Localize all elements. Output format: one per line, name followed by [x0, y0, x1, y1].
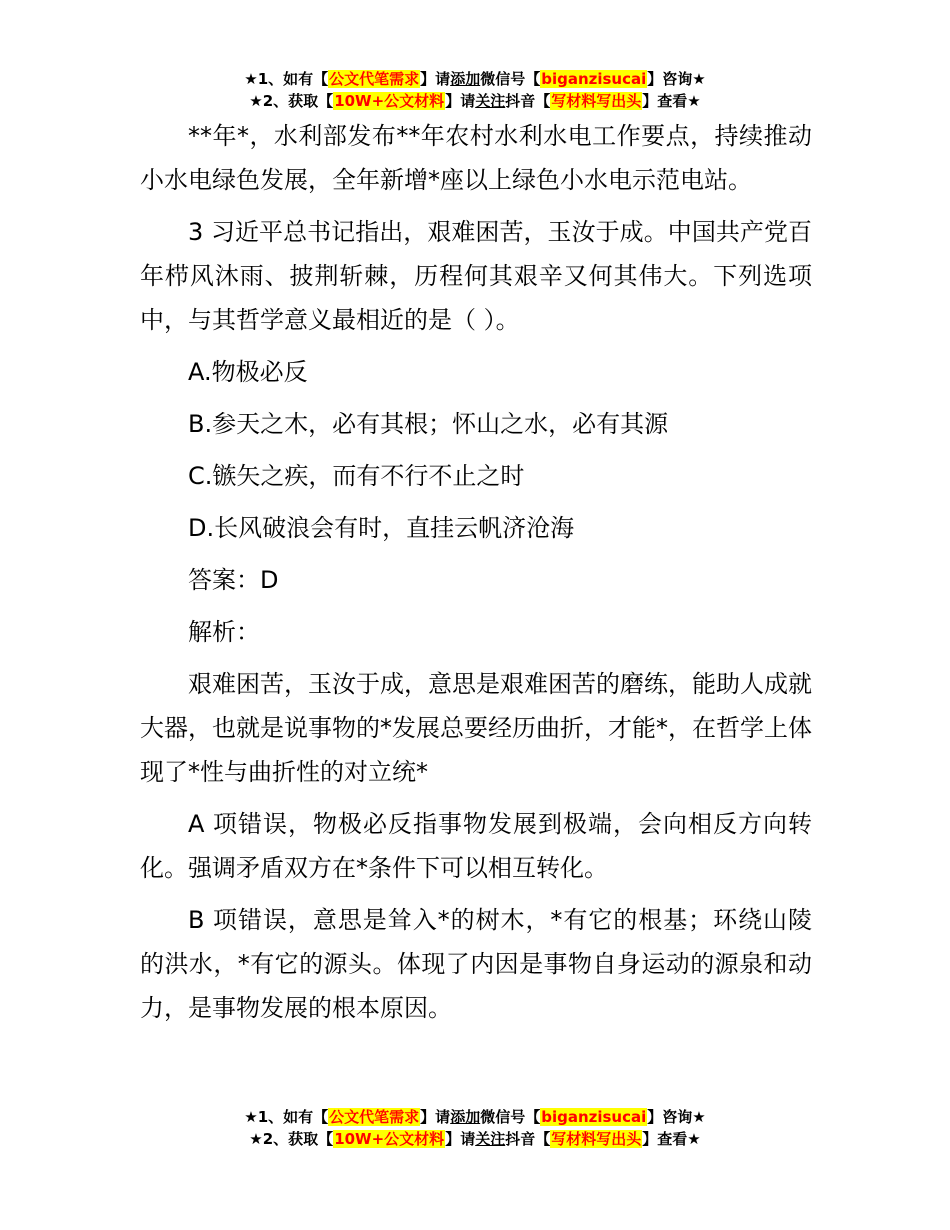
header-line-2-suffix: 】查看★: [642, 92, 701, 110]
analysis-option-a: A 项错误，物极必反指事物发展到极端，会向相反方向转化。强调矛盾双方在*条件下可以相互转化。: [140, 810, 812, 882]
option-d: D.长风破浪会有时，直挂云帆济沧海: [188, 514, 575, 542]
footer-service-highlight: 公文代笔需求: [329, 1108, 420, 1126]
header-line-1: [0, 68, 950, 90]
materials-highlight: 10W+公文材料: [334, 92, 445, 110]
footer-add-link[interactable]: 添加: [450, 1108, 481, 1126]
douyin-account-highlight: 写材料写出头: [551, 92, 642, 110]
header-line-1-suffix: 】咨询★: [647, 70, 706, 88]
header-line-2: [0, 90, 950, 112]
header-line-2-mid2: 抖音【: [505, 92, 551, 110]
header-line-2-mid: 】请: [445, 92, 476, 110]
question-stem: 3 习近平总书记指出，艰难困苦，玉汝于成。中国共产党百年栉风沐雨、披荆斩棘，历程何其艰辛又何其伟大。下列选项中，与其哲学意义最相近的是（ ）。: [140, 218, 812, 334]
header-line-1-prefix: ★1、如有【: [244, 70, 329, 88]
footer-line-2: [0, 1128, 950, 1150]
header-banner: [0, 68, 950, 112]
wechat-id-highlight: biganzisucai: [541, 70, 647, 88]
footer-line-2-mid2: 抖音【: [505, 1130, 551, 1148]
footer-materials-highlight: 10W+公文材料: [334, 1130, 445, 1148]
option-b: B.参天之木，必有其根；怀山之水，必有其源: [188, 410, 669, 438]
footer-line-2-suffix: 】查看★: [642, 1130, 701, 1148]
document-body: [140, 114, 812, 1038]
service-highlight: 公文代笔需求: [329, 70, 420, 88]
analysis-option-b: B 项错误，意思是耸入*的树木，*有它的根基；环绕山陵的洪水，*有它的源头。体现了内因是事物自身运动的源泉和动力，是事物发展的根本原因。: [140, 906, 812, 1022]
analysis-heading: 解析：: [188, 618, 260, 646]
analysis-paragraph-1: 艰难困苦，玉汝于成，意思是艰难困苦的磨练，能助人成就大器，也就是说事物的*发展总要经历曲折，才能*，在哲学上体现了*性与曲折性的对立统*: [140, 670, 812, 786]
footer-line-2-prefix: ★2、获取【: [249, 1130, 334, 1148]
footer-follow-link[interactable]: 关注: [475, 1130, 506, 1148]
footer-douyin-account-highlight: 写材料写出头: [551, 1130, 642, 1148]
header-line-1-mid2: 微信号【: [480, 70, 541, 88]
answer: 答案：D: [188, 566, 279, 594]
option-a: A.物极必反: [188, 358, 308, 386]
header-line-2-prefix: ★2、获取【: [249, 92, 334, 110]
footer-line-1-mid: 】请: [420, 1108, 451, 1126]
footer-banner: [0, 1106, 950, 1150]
footer-line-1: [0, 1106, 950, 1128]
header-line-1-mid: 】请: [420, 70, 451, 88]
footer-line-1-prefix: ★1、如有【: [244, 1108, 329, 1126]
footer-line-2-mid: 】请: [445, 1130, 476, 1148]
follow-link[interactable]: 关注: [475, 92, 506, 110]
footer-line-1-suffix: 】咨询★: [647, 1108, 706, 1126]
add-link[interactable]: 添加: [450, 70, 481, 88]
option-c: C.镞矢之疾，而有不行不止之时: [188, 462, 525, 490]
footer-wechat-id-highlight: biganzisucai: [541, 1108, 647, 1126]
paragraph-intro: **年*，水利部发布**年农村水利水电工作要点，持续推动小水电绿色发展，全年新增*座以上绿色小水电示范电站。: [140, 122, 812, 194]
footer-line-1-mid2: 微信号【: [480, 1108, 541, 1126]
